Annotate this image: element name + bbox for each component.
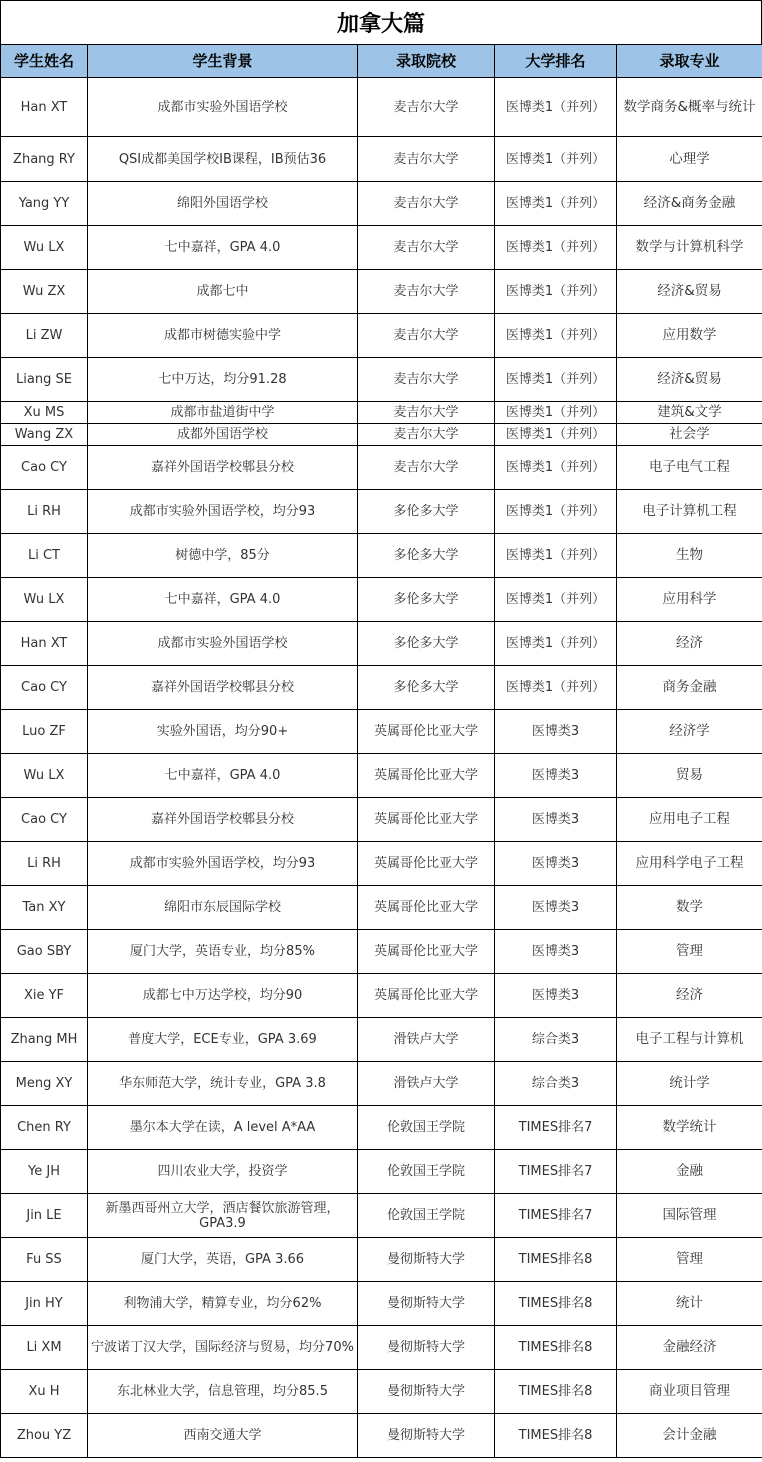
table-row bbox=[1, 1194, 762, 1238]
cell-student-background: 利物浦大学，精算专业，均分62% bbox=[88, 1282, 358, 1326]
cell-admitted-school: 英属哥伦比亚大学 bbox=[358, 710, 495, 754]
cell-student-background: 成都市实验外国语学校 bbox=[88, 78, 358, 137]
cell-university-rank: 医博类1（并列） bbox=[495, 314, 617, 358]
cell-student-background: 嘉祥外国语学校郫县分校 bbox=[88, 666, 358, 710]
cell-admitted-major: 管理 bbox=[617, 930, 762, 974]
cell-student-name: Zhang MH bbox=[1, 1018, 88, 1062]
cell-university-rank: 医博类1（并列） bbox=[495, 358, 617, 402]
cell-university-rank: 医博类1（并列） bbox=[495, 490, 617, 534]
table-row bbox=[1, 754, 762, 798]
header-student-background: 学生背景 bbox=[88, 45, 358, 78]
cell-student-name: Wu ZX bbox=[1, 270, 88, 314]
cell-admitted-school: 曼彻斯特大学 bbox=[358, 1414, 495, 1458]
header-admitted-major: 录取专业 bbox=[617, 45, 762, 78]
table-row bbox=[1, 1370, 762, 1414]
table-row bbox=[1, 358, 762, 402]
cell-admitted-major: 金融经济 bbox=[617, 1326, 762, 1370]
cell-student-name: Yang YY bbox=[1, 182, 88, 226]
cell-admitted-major: 社会学 bbox=[617, 424, 762, 446]
admissions-table bbox=[0, 44, 762, 1458]
cell-student-name: Jin HY bbox=[1, 1282, 88, 1326]
cell-admitted-school: 曼彻斯特大学 bbox=[358, 1326, 495, 1370]
cell-admitted-school: 英属哥伦比亚大学 bbox=[358, 754, 495, 798]
cell-university-rank: TIMES排名7 bbox=[495, 1150, 617, 1194]
table-row bbox=[1, 1414, 762, 1458]
cell-student-name: Xu MS bbox=[1, 402, 88, 424]
cell-admitted-major: 心理学 bbox=[617, 137, 762, 182]
cell-student-name: Luo ZF bbox=[1, 710, 88, 754]
cell-admitted-major: 会计金融 bbox=[617, 1414, 762, 1458]
cell-student-background: 宁波诺丁汉大学，国际经济与贸易，均分70% bbox=[88, 1326, 358, 1370]
table-row bbox=[1, 402, 762, 424]
header-row bbox=[1, 45, 762, 78]
table-row bbox=[1, 314, 762, 358]
header-admitted-school: 录取院校 bbox=[358, 45, 495, 78]
cell-admitted-school: 麦吉尔大学 bbox=[358, 137, 495, 182]
cell-admitted-major: 应用科学 bbox=[617, 578, 762, 622]
cell-admitted-school: 麦吉尔大学 bbox=[358, 358, 495, 402]
cell-admitted-major: 建筑&文学 bbox=[617, 402, 762, 424]
cell-admitted-school: 麦吉尔大学 bbox=[358, 226, 495, 270]
cell-university-rank: 医博类3 bbox=[495, 842, 617, 886]
cell-university-rank: 医博类1（并列） bbox=[495, 446, 617, 490]
cell-student-background: 树德中学，85分 bbox=[88, 534, 358, 578]
cell-student-name: Tan XY bbox=[1, 886, 88, 930]
cell-student-background: 七中嘉祥，GPA 4.0 bbox=[88, 754, 358, 798]
cell-student-background: 成都七中 bbox=[88, 270, 358, 314]
cell-student-background: 成都市实验外国语学校，均分93 bbox=[88, 842, 358, 886]
cell-student-name: Li XM bbox=[1, 1326, 88, 1370]
cell-student-background: 实验外国语，均分90+ bbox=[88, 710, 358, 754]
cell-admitted-major: 应用电子工程 bbox=[617, 798, 762, 842]
cell-student-background: 东北林业大学，信息管理，均分85.5 bbox=[88, 1370, 358, 1414]
table-row bbox=[1, 534, 762, 578]
cell-student-background: 普度大学，ECE专业，GPA 3.69 bbox=[88, 1018, 358, 1062]
cell-student-name: Wu LX bbox=[1, 578, 88, 622]
table-row bbox=[1, 137, 762, 182]
cell-admitted-school: 英属哥伦比亚大学 bbox=[358, 798, 495, 842]
cell-student-name: Li ZW bbox=[1, 314, 88, 358]
cell-student-name: Wu LX bbox=[1, 226, 88, 270]
cell-student-background: 成都市树德实验中学 bbox=[88, 314, 358, 358]
table-body bbox=[1, 78, 762, 1458]
cell-admitted-school: 麦吉尔大学 bbox=[358, 446, 495, 490]
header-university-rank: 大学排名 bbox=[495, 45, 617, 78]
cell-university-rank: TIMES排名8 bbox=[495, 1238, 617, 1282]
cell-university-rank: TIMES排名7 bbox=[495, 1106, 617, 1150]
cell-student-name: Zhang RY bbox=[1, 137, 88, 182]
cell-admitted-school: 伦敦国王学院 bbox=[358, 1150, 495, 1194]
cell-student-name: Wu LX bbox=[1, 754, 88, 798]
cell-student-name: Xu H bbox=[1, 1370, 88, 1414]
cell-student-background: 成都市盐道街中学 bbox=[88, 402, 358, 424]
cell-student-background: 华东师范大学，统计专业，GPA 3.8 bbox=[88, 1062, 358, 1106]
cell-university-rank: 医博类3 bbox=[495, 886, 617, 930]
table-row bbox=[1, 622, 762, 666]
cell-admitted-school: 麦吉尔大学 bbox=[358, 182, 495, 226]
table-row bbox=[1, 798, 762, 842]
cell-admitted-school: 多伦多大学 bbox=[358, 490, 495, 534]
cell-student-background: QSI成都美国学校IB课程，IB预估36 bbox=[88, 137, 358, 182]
cell-student-background: 七中嘉祥，GPA 4.0 bbox=[88, 226, 358, 270]
cell-student-name: Han XT bbox=[1, 622, 88, 666]
cell-admitted-major: 经济 bbox=[617, 622, 762, 666]
cell-admitted-major: 贸易 bbox=[617, 754, 762, 798]
cell-admitted-major: 国际管理 bbox=[617, 1194, 762, 1238]
cell-student-background: 厦门大学，英语专业，均分85% bbox=[88, 930, 358, 974]
table-row bbox=[1, 1018, 762, 1062]
cell-admitted-major: 经济 bbox=[617, 974, 762, 1018]
cell-admitted-school: 多伦多大学 bbox=[358, 666, 495, 710]
cell-university-rank: 医博类1（并列） bbox=[495, 534, 617, 578]
cell-student-name: Ye JH bbox=[1, 1150, 88, 1194]
cell-admitted-school: 多伦多大学 bbox=[358, 622, 495, 666]
table-row bbox=[1, 1238, 762, 1282]
cell-student-background: 七中嘉祥，GPA 4.0 bbox=[88, 578, 358, 622]
cell-admitted-major: 数学 bbox=[617, 886, 762, 930]
table-row bbox=[1, 270, 762, 314]
cell-student-background: 绵阳外国语学校 bbox=[88, 182, 358, 226]
cell-admitted-school: 曼彻斯特大学 bbox=[358, 1282, 495, 1326]
cell-student-background: 厦门大学，英语，GPA 3.66 bbox=[88, 1238, 358, 1282]
table-row bbox=[1, 446, 762, 490]
cell-university-rank: 医博类1（并列） bbox=[495, 226, 617, 270]
cell-admitted-school: 麦吉尔大学 bbox=[358, 314, 495, 358]
cell-admitted-school: 多伦多大学 bbox=[358, 578, 495, 622]
cell-admitted-school: 伦敦国王学院 bbox=[358, 1106, 495, 1150]
cell-student-name: Cao CY bbox=[1, 446, 88, 490]
cell-admitted-school: 英属哥伦比亚大学 bbox=[358, 886, 495, 930]
cell-university-rank: TIMES排名7 bbox=[495, 1194, 617, 1238]
cell-admitted-school: 滑铁卢大学 bbox=[358, 1018, 495, 1062]
cell-student-name: Wang ZX bbox=[1, 424, 88, 446]
cell-university-rank: 医博类1（并列） bbox=[495, 78, 617, 137]
cell-admitted-school: 麦吉尔大学 bbox=[358, 402, 495, 424]
cell-admitted-major: 电子计算机工程 bbox=[617, 490, 762, 534]
cell-university-rank: TIMES排名8 bbox=[495, 1414, 617, 1458]
cell-admitted-major: 电子电气工程 bbox=[617, 446, 762, 490]
cell-student-background: 四川农业大学，投资学 bbox=[88, 1150, 358, 1194]
cell-student-name: Jin LE bbox=[1, 1194, 88, 1238]
table-row bbox=[1, 666, 762, 710]
cell-student-background: 成都市实验外国语学校，均分93 bbox=[88, 490, 358, 534]
cell-student-name: Chen RY bbox=[1, 1106, 88, 1150]
cell-university-rank: TIMES排名8 bbox=[495, 1282, 617, 1326]
cell-university-rank: 医博类1（并列） bbox=[495, 402, 617, 424]
cell-student-name: Cao CY bbox=[1, 798, 88, 842]
table-row bbox=[1, 1282, 762, 1326]
table-row bbox=[1, 710, 762, 754]
cell-university-rank: 医博类3 bbox=[495, 930, 617, 974]
table-row bbox=[1, 226, 762, 270]
cell-admitted-major: 电子工程与计算机 bbox=[617, 1018, 762, 1062]
table-row bbox=[1, 578, 762, 622]
cell-university-rank: 医博类3 bbox=[495, 974, 617, 1018]
cell-admitted-major: 商业项目管理 bbox=[617, 1370, 762, 1414]
cell-student-background: 嘉祥外国语学校郫县分校 bbox=[88, 798, 358, 842]
cell-admitted-school: 曼彻斯特大学 bbox=[358, 1370, 495, 1414]
cell-admitted-school: 伦敦国王学院 bbox=[358, 1194, 495, 1238]
cell-student-name: Li CT bbox=[1, 534, 88, 578]
cell-university-rank: 医博类1（并列） bbox=[495, 182, 617, 226]
table-row bbox=[1, 490, 762, 534]
table-row bbox=[1, 930, 762, 974]
cell-university-rank: 医博类1（并列） bbox=[495, 424, 617, 446]
cell-student-name: Liang SE bbox=[1, 358, 88, 402]
cell-university-rank: 医博类1（并列） bbox=[495, 666, 617, 710]
cell-student-background: 西南交通大学 bbox=[88, 1414, 358, 1458]
cell-admitted-major: 生物 bbox=[617, 534, 762, 578]
cell-student-background: 成都市实验外国语学校 bbox=[88, 622, 358, 666]
table-row bbox=[1, 1106, 762, 1150]
cell-admitted-school: 英属哥伦比亚大学 bbox=[358, 930, 495, 974]
cell-university-rank: 医博类3 bbox=[495, 710, 617, 754]
cell-admitted-major: 数学与计算机科学 bbox=[617, 226, 762, 270]
cell-student-name: Li RH bbox=[1, 842, 88, 886]
table-row bbox=[1, 1326, 762, 1370]
cell-admitted-school: 麦吉尔大学 bbox=[358, 78, 495, 137]
table-row bbox=[1, 886, 762, 930]
table-row bbox=[1, 974, 762, 1018]
cell-student-background: 绵阳市东辰国际学校 bbox=[88, 886, 358, 930]
cell-student-background: 成都七中万达学校，均分90 bbox=[88, 974, 358, 1018]
cell-student-background: 新墨西哥州立大学，酒店餐饮旅游管理，GPA3.9 bbox=[88, 1194, 358, 1238]
cell-admitted-school: 滑铁卢大学 bbox=[358, 1062, 495, 1106]
cell-admitted-major: 管理 bbox=[617, 1238, 762, 1282]
cell-university-rank: TIMES排名8 bbox=[495, 1370, 617, 1414]
cell-student-name: Xie YF bbox=[1, 974, 88, 1018]
cell-student-name: Meng XY bbox=[1, 1062, 88, 1106]
cell-admitted-school: 曼彻斯特大学 bbox=[358, 1238, 495, 1282]
cell-student-background: 七中万达，均分91.28 bbox=[88, 358, 358, 402]
table-row bbox=[1, 842, 762, 886]
cell-admitted-major: 经济&贸易 bbox=[617, 358, 762, 402]
cell-university-rank: 医博类3 bbox=[495, 754, 617, 798]
cell-student-name: Zhou YZ bbox=[1, 1414, 88, 1458]
cell-admitted-major: 应用科学电子工程 bbox=[617, 842, 762, 886]
cell-admitted-school: 多伦多大学 bbox=[358, 534, 495, 578]
cell-university-rank: TIMES排名8 bbox=[495, 1326, 617, 1370]
cell-student-background: 墨尔本大学在读，A level A*AA bbox=[88, 1106, 358, 1150]
cell-admitted-school: 英属哥伦比亚大学 bbox=[358, 974, 495, 1018]
header-student-name: 学生姓名 bbox=[1, 45, 88, 78]
cell-university-rank: 医博类1（并列） bbox=[495, 578, 617, 622]
cell-admitted-major: 金融 bbox=[617, 1150, 762, 1194]
cell-admitted-major: 统计 bbox=[617, 1282, 762, 1326]
cell-university-rank: 综合类3 bbox=[495, 1018, 617, 1062]
table-row bbox=[1, 424, 762, 446]
table-row bbox=[1, 182, 762, 226]
cell-student-background: 成都外国语学校 bbox=[88, 424, 358, 446]
sheet-title: 加拿大篇 bbox=[0, 0, 762, 44]
cell-admitted-school: 麦吉尔大学 bbox=[358, 270, 495, 314]
cell-student-name: Han XT bbox=[1, 78, 88, 137]
cell-admitted-major: 经济学 bbox=[617, 710, 762, 754]
cell-university-rank: 医博类1（并列） bbox=[495, 137, 617, 182]
cell-admitted-major: 数学统计 bbox=[617, 1106, 762, 1150]
cell-admitted-major: 商务金融 bbox=[617, 666, 762, 710]
table-row bbox=[1, 78, 762, 137]
cell-student-name: Fu SS bbox=[1, 1238, 88, 1282]
cell-student-background: 嘉祥外国语学校郫县分校 bbox=[88, 446, 358, 490]
cell-admitted-major: 数学商务&概率与统计 bbox=[617, 78, 762, 137]
cell-admitted-major: 经济&商务金融 bbox=[617, 182, 762, 226]
cell-university-rank: 医博类1（并列） bbox=[495, 622, 617, 666]
cell-admitted-school: 英属哥伦比亚大学 bbox=[358, 842, 495, 886]
cell-student-name: Li RH bbox=[1, 490, 88, 534]
cell-university-rank: 综合类3 bbox=[495, 1062, 617, 1106]
cell-admitted-major: 经济&贸易 bbox=[617, 270, 762, 314]
cell-university-rank: 医博类3 bbox=[495, 798, 617, 842]
cell-university-rank: 医博类1（并列） bbox=[495, 270, 617, 314]
cell-student-name: Gao SBY bbox=[1, 930, 88, 974]
table-row bbox=[1, 1150, 762, 1194]
cell-admitted-major: 统计学 bbox=[617, 1062, 762, 1106]
cell-admitted-major: 应用数学 bbox=[617, 314, 762, 358]
cell-student-name: Cao CY bbox=[1, 666, 88, 710]
cell-admitted-school: 麦吉尔大学 bbox=[358, 424, 495, 446]
table-row bbox=[1, 1062, 762, 1106]
